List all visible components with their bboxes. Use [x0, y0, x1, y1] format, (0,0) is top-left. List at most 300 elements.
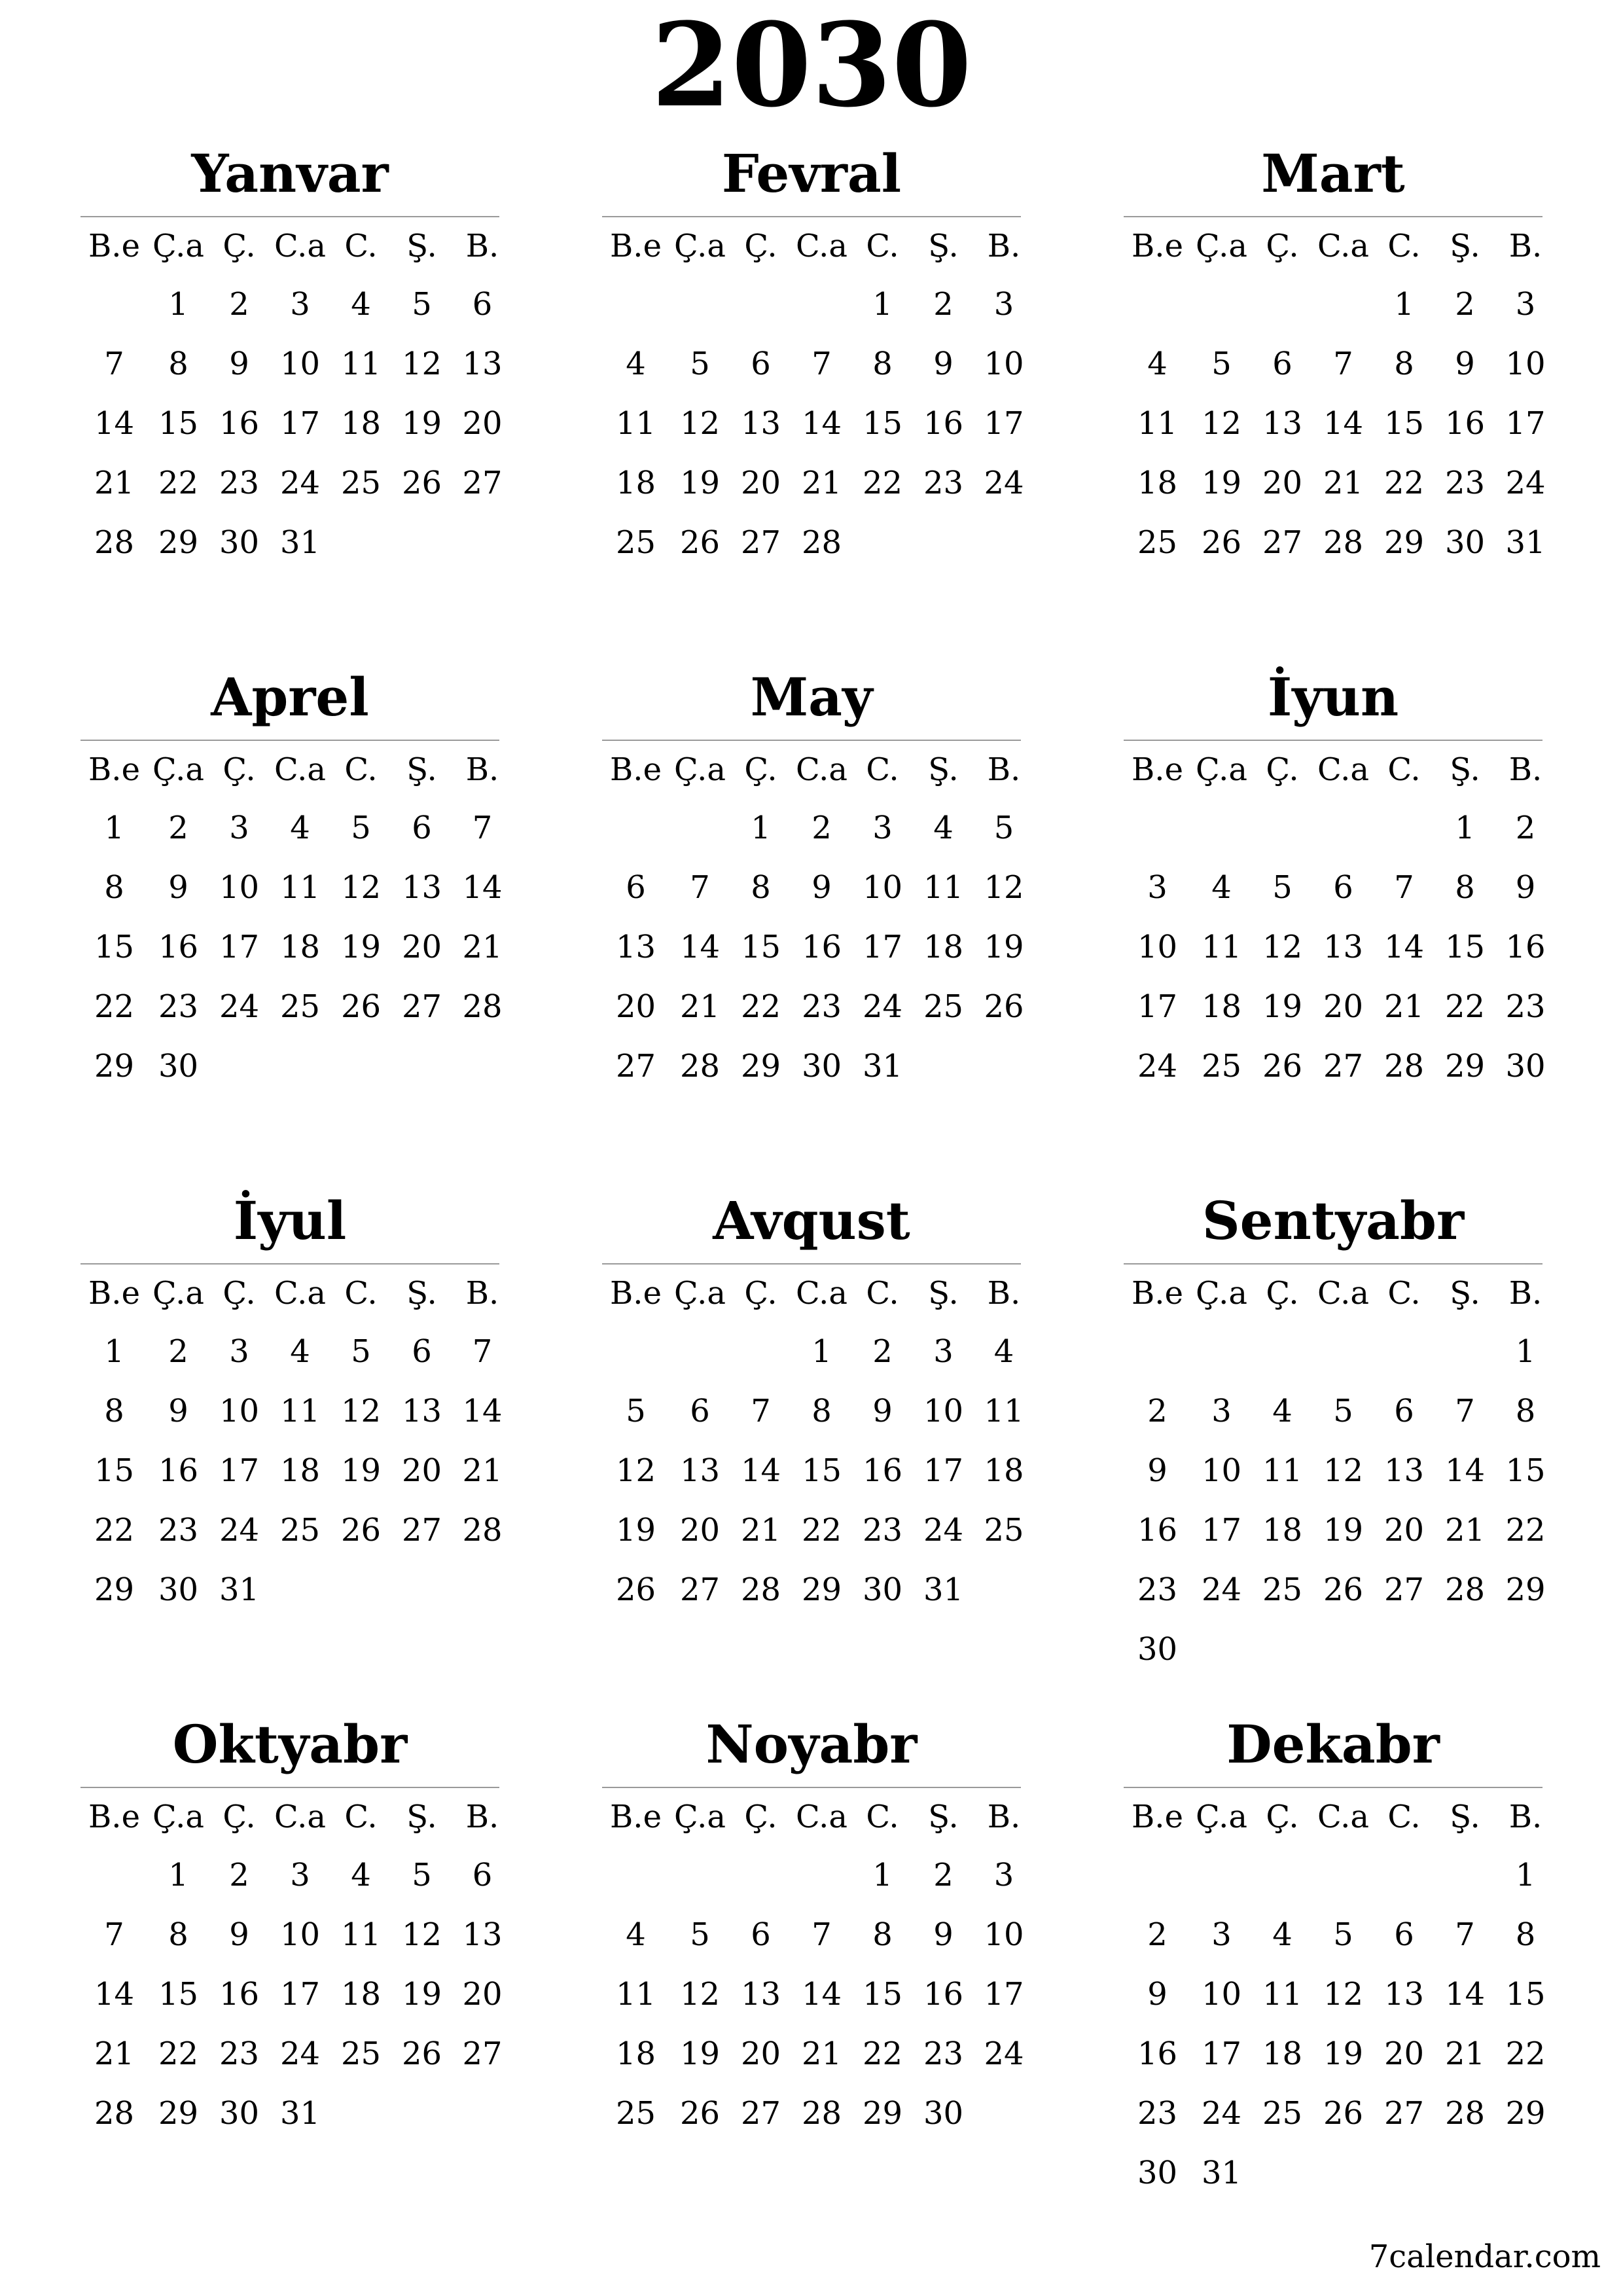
weekday-header	[602, 741, 1021, 798]
day-cell: 22	[158, 465, 199, 501]
day-cell: 25	[340, 2036, 382, 2072]
weekday-label: B.e	[1132, 751, 1183, 788]
day-cell: 2	[933, 286, 954, 323]
weekday-label: Ç.	[223, 228, 256, 264]
day-cell: 26	[401, 465, 442, 501]
day-cell: 18	[1137, 465, 1178, 501]
day-cell: 8	[1515, 1916, 1536, 1953]
day-cell: 17	[1201, 1512, 1242, 1549]
day-cell: 19	[401, 405, 442, 442]
month-block	[602, 1178, 1024, 1620]
day-cell: 10	[219, 1393, 260, 1429]
empty-cell	[602, 798, 669, 858]
day-cell: 26	[340, 1512, 382, 1549]
day-cell: 21	[462, 929, 503, 965]
day-cell: 8	[1394, 346, 1414, 382]
empty-cell	[1313, 275, 1374, 334]
weekday-label: C.	[866, 751, 899, 788]
weekday-label: C.a	[796, 1799, 847, 1835]
weekday-label: C.	[344, 1799, 378, 1835]
weekday-label: Ç.a	[674, 1275, 726, 1312]
month-block	[1124, 131, 1546, 573]
day-cell: 16	[1505, 929, 1546, 965]
day-cell: 26	[401, 2036, 442, 2072]
day-cell: 13	[1383, 1976, 1425, 2013]
day-cell: 24	[923, 1512, 964, 1549]
day-cell: 16	[923, 1976, 964, 2013]
day-cell: 25	[1262, 2095, 1303, 2132]
day-cell: 13	[740, 1976, 781, 2013]
day-cell: 15	[158, 1976, 199, 2013]
day-cell: 9	[168, 869, 188, 906]
day-cell: 1	[812, 1333, 832, 1370]
weekday-header	[602, 217, 1021, 275]
day-cell: 24	[219, 988, 260, 1025]
day-cell: 30	[1137, 2155, 1178, 2191]
day-cell: 20	[401, 929, 442, 965]
day-cell: 7	[1394, 869, 1414, 906]
weekday-header	[1124, 217, 1543, 275]
weekday-label: Ş.	[406, 228, 437, 264]
day-cell: 10	[219, 869, 260, 906]
day-cell: 11	[1262, 1452, 1303, 1489]
day-cell: 1	[1394, 286, 1414, 323]
day-cell: 27	[1323, 1048, 1364, 1085]
day-cell: 10	[923, 1393, 964, 1429]
day-cell: 23	[923, 465, 964, 501]
day-cell: 28	[801, 2095, 842, 2132]
day-cell: 24	[984, 2036, 1024, 2072]
day-cell: 22	[801, 1512, 842, 1549]
day-cell: 8	[104, 869, 124, 906]
day-cell: 8	[168, 1916, 188, 1953]
day-cell: 27	[401, 988, 442, 1025]
day-cell: 23	[1444, 465, 1486, 501]
day-cell: 2	[812, 810, 832, 846]
day-cell: 28	[1444, 1571, 1486, 1608]
day-cell: 10	[279, 346, 321, 382]
empty-cell	[669, 798, 730, 858]
day-cell: 4	[290, 810, 310, 846]
day-cell: 6	[1333, 869, 1353, 906]
weekday-label: Ş.	[406, 1799, 437, 1835]
empty-cell	[1124, 1322, 1191, 1382]
day-cell: 1	[1515, 1333, 1536, 1370]
day-cell: 19	[340, 929, 382, 965]
day-cell: 3	[1211, 1393, 1232, 1429]
month-block	[602, 131, 1024, 573]
day-cell: 22	[94, 1512, 135, 1549]
day-cell: 16	[862, 1452, 903, 1489]
weekday-label: B.	[465, 228, 499, 264]
day-cell: 13	[401, 869, 442, 906]
day-cell: 27	[462, 465, 503, 501]
day-cell: 6	[472, 1857, 493, 1893]
day-cell: 11	[340, 1916, 382, 1953]
day-cell: 28	[94, 2095, 135, 2132]
day-cell: 25	[984, 1512, 1024, 1549]
day-cell: 3	[993, 1857, 1014, 1893]
month-block	[602, 655, 1024, 1096]
day-cell: 10	[279, 1916, 321, 1953]
day-cell: 5	[412, 286, 432, 323]
day-cell: 10	[984, 346, 1024, 382]
month-block	[80, 131, 503, 573]
day-cell: 19	[984, 929, 1024, 965]
weekday-label: Ş.	[928, 228, 959, 264]
day-cell: 15	[1383, 405, 1425, 442]
day-cell: 29	[862, 2095, 903, 2132]
day-cell: 30	[1444, 524, 1486, 561]
day-cell: 25	[1201, 1048, 1242, 1085]
day-cell: 9	[1455, 346, 1475, 382]
day-cell: 10	[1201, 1976, 1242, 2013]
day-cell: 26	[679, 2095, 721, 2132]
day-cell: 11	[1201, 929, 1242, 965]
day-cell: 30	[862, 1571, 903, 1608]
weekday-header	[80, 1265, 499, 1322]
day-cell: 17	[219, 929, 260, 965]
days-grid	[1124, 275, 1546, 573]
weekday-header	[602, 1265, 1021, 1322]
empty-cell	[1313, 798, 1374, 858]
day-cell: 4	[626, 346, 646, 382]
weekday-label: C.	[344, 1275, 378, 1312]
day-cell: 27	[1262, 524, 1303, 561]
day-cell: 23	[158, 1512, 199, 1549]
month-name: Fevral	[721, 143, 902, 204]
day-cell: 21	[462, 1452, 503, 1489]
day-cell: 21	[801, 465, 842, 501]
day-cell: 17	[984, 405, 1024, 442]
day-cell: 3	[1147, 869, 1168, 906]
day-cell: 24	[279, 2036, 321, 2072]
empty-cell	[730, 1846, 791, 1905]
day-cell: 15	[862, 1976, 903, 2013]
day-cell: 6	[1394, 1916, 1414, 1953]
weekday-label: C.a	[274, 1799, 326, 1835]
weekday-label: C.	[1387, 751, 1421, 788]
day-cell: 24	[279, 465, 321, 501]
day-cell: 4	[933, 810, 954, 846]
day-cell: 23	[1137, 1571, 1178, 1608]
day-cell: 14	[679, 929, 721, 965]
day-cell: 30	[219, 524, 260, 561]
month-name: İyun	[1267, 666, 1399, 728]
weekday-label: Ç.a	[674, 1799, 726, 1835]
day-cell: 17	[219, 1452, 260, 1489]
weekday-label: Ç.	[223, 1799, 256, 1835]
day-cell: 11	[1262, 1976, 1303, 2013]
day-cell: 29	[1505, 1571, 1546, 1608]
weekday-label: B.e	[1132, 228, 1183, 264]
month-name: May	[750, 666, 873, 728]
day-cell: 17	[862, 929, 903, 965]
weekday-label: Ç.	[744, 751, 777, 788]
day-cell: 10	[1201, 1452, 1242, 1489]
day-cell: 14	[94, 1976, 135, 2013]
day-cell: 27	[462, 2036, 503, 2072]
day-cell: 17	[923, 1452, 964, 1489]
day-cell: 4	[1272, 1916, 1293, 1953]
day-cell: 8	[751, 869, 771, 906]
day-cell: 3	[1211, 1916, 1232, 1953]
day-cell: 17	[1201, 2036, 1242, 2072]
day-cell: 25	[1262, 1571, 1303, 1608]
days-grid	[602, 275, 1024, 573]
day-cell: 21	[801, 2036, 842, 2072]
day-cell: 14	[462, 869, 503, 906]
weekday-label: B.e	[1132, 1799, 1183, 1835]
day-cell: 1	[168, 1857, 188, 1893]
day-cell: 6	[1272, 346, 1293, 382]
day-cell: 23	[1137, 2095, 1178, 2132]
day-cell: 25	[279, 988, 321, 1025]
day-cell: 28	[1323, 524, 1364, 561]
day-cell: 28	[740, 1571, 781, 1608]
day-cell: 3	[229, 810, 249, 846]
days-grid	[1124, 1846, 1546, 2203]
empty-cell	[1435, 1846, 1495, 1905]
day-cell: 30	[1137, 1631, 1178, 1668]
day-cell: 8	[1515, 1393, 1536, 1429]
day-cell: 5	[1272, 869, 1293, 906]
day-cell: 18	[615, 2036, 656, 2072]
weekday-header	[1124, 741, 1543, 798]
weekday-label: C.	[866, 228, 899, 264]
weekday-label: Ş.	[928, 751, 959, 788]
month-name: Avqust	[713, 1190, 910, 1251]
weekday-label: B.	[1508, 751, 1543, 788]
day-cell: 12	[679, 1976, 721, 2013]
day-cell: 4	[351, 286, 371, 323]
month-name: Mart	[1261, 143, 1405, 204]
empty-cell	[1124, 275, 1191, 334]
day-cell: 5	[690, 1916, 710, 1953]
weekday-label: B.	[987, 751, 1021, 788]
day-cell: 2	[229, 286, 249, 323]
day-cell: 6	[626, 869, 646, 906]
day-cell: 7	[104, 1916, 124, 1953]
day-cell: 1	[1515, 1857, 1536, 1893]
day-cell: 28	[462, 988, 503, 1025]
day-cell: 4	[1211, 869, 1232, 906]
month-name: Noyabr	[705, 1713, 918, 1775]
weekday-label: C.	[1387, 228, 1421, 264]
day-cell: 2	[1515, 810, 1536, 846]
weekday-label: Ş.	[928, 1275, 959, 1312]
weekday-label: C.a	[796, 751, 847, 788]
day-cell: 24	[1201, 2095, 1242, 2132]
day-cell: 15	[1505, 1452, 1546, 1489]
day-cell: 17	[1505, 405, 1546, 442]
day-cell: 7	[751, 1393, 771, 1429]
day-cell: 6	[412, 810, 432, 846]
weekday-label: Ç.a	[152, 228, 204, 264]
day-cell: 21	[94, 2036, 135, 2072]
weekday-label: C.a	[274, 751, 326, 788]
day-cell: 30	[1505, 1048, 1546, 1085]
day-cell: 12	[679, 405, 721, 442]
day-cell: 24	[1137, 1048, 1178, 1085]
day-cell: 14	[801, 405, 842, 442]
weekday-label: Ç.	[744, 228, 777, 264]
day-cell: 5	[1211, 346, 1232, 382]
day-cell: 9	[1515, 869, 1536, 906]
day-cell: 22	[862, 465, 903, 501]
day-cell: 18	[279, 929, 321, 965]
day-cell: 8	[812, 1393, 832, 1429]
day-cell: 16	[801, 929, 842, 965]
day-cell: 4	[290, 1333, 310, 1370]
weekday-label: B.	[1508, 228, 1543, 264]
month-name: Yanvar	[191, 143, 389, 204]
day-cell: 10	[984, 1916, 1024, 1953]
day-cell: 13	[1323, 929, 1364, 965]
month-name: Aprel	[211, 666, 369, 728]
days-grid	[602, 1322, 1024, 1620]
day-cell: 9	[1147, 1976, 1168, 2013]
day-cell: 20	[740, 465, 781, 501]
empty-cell	[1374, 1846, 1435, 1905]
day-cell: 2	[1147, 1393, 1168, 1429]
empty-cell	[1435, 1322, 1495, 1382]
day-cell: 15	[801, 1452, 842, 1489]
day-cell: 29	[94, 1571, 135, 1608]
year-title: 2030	[651, 0, 972, 133]
day-cell: 29	[158, 524, 199, 561]
day-cell: 9	[229, 1916, 249, 1953]
day-cell: 12	[401, 1916, 442, 1953]
day-cell: 16	[158, 929, 199, 965]
day-cell: 22	[1505, 2036, 1546, 2072]
month-name: Dekabr	[1226, 1713, 1440, 1775]
day-cell: 9	[812, 869, 832, 906]
day-cell: 8	[104, 1393, 124, 1429]
day-cell: 1	[872, 286, 893, 323]
day-cell: 5	[690, 346, 710, 382]
site-watermark: 7calendar.com	[1368, 2238, 1601, 2275]
day-cell: 23	[862, 1512, 903, 1549]
weekday-label: Ç.	[1266, 1275, 1299, 1312]
empty-cell	[1124, 1846, 1191, 1905]
month-block	[1124, 1702, 1546, 2203]
day-cell: 7	[1455, 1916, 1475, 1953]
day-cell: 2	[1147, 1916, 1168, 1953]
day-cell: 17	[279, 1976, 321, 2013]
day-cell: 26	[1323, 1571, 1364, 1608]
day-cell: 30	[158, 1048, 199, 1085]
empty-cell	[1191, 798, 1252, 858]
day-cell: 31	[1201, 2155, 1242, 2191]
day-cell: 16	[158, 1452, 199, 1489]
weekday-label: Ç.	[223, 751, 256, 788]
day-cell: 22	[862, 2036, 903, 2072]
empty-cell	[669, 1322, 730, 1382]
day-cell: 23	[219, 465, 260, 501]
day-cell: 6	[751, 346, 771, 382]
day-cell: 7	[1333, 346, 1353, 382]
day-cell: 20	[462, 1976, 503, 2013]
day-cell: 25	[1137, 524, 1178, 561]
day-cell: 23	[923, 2036, 964, 2072]
day-cell: 4	[993, 1333, 1014, 1370]
weekday-label: B.e	[88, 228, 140, 264]
day-cell: 18	[984, 1452, 1024, 1489]
day-cell: 12	[1201, 405, 1242, 442]
day-cell: 1	[872, 1857, 893, 1893]
day-cell: 4	[351, 1857, 371, 1893]
weekday-label: Ç.a	[1196, 751, 1247, 788]
empty-cell	[1252, 275, 1313, 334]
day-cell: 9	[872, 1393, 893, 1429]
day-cell: 9	[1147, 1452, 1168, 1489]
day-cell: 23	[219, 2036, 260, 2072]
weekday-label: C.	[344, 228, 378, 264]
weekday-label: Ç.	[744, 1275, 777, 1312]
weekday-label: C.a	[1317, 751, 1369, 788]
day-cell: 11	[279, 1393, 321, 1429]
month-block	[1124, 655, 1546, 1096]
month-block	[80, 1702, 503, 2144]
day-cell: 31	[279, 524, 321, 561]
weekday-label: C.a	[274, 228, 326, 264]
empty-cell	[669, 1846, 730, 1905]
weekday-label: Ş.	[1450, 228, 1480, 264]
day-cell: 7	[812, 346, 832, 382]
day-cell: 19	[1201, 465, 1242, 501]
day-cell: 12	[340, 869, 382, 906]
day-cell: 17	[984, 1976, 1024, 2013]
weekday-label: B.e	[88, 751, 140, 788]
day-cell: 3	[993, 286, 1014, 323]
weekday-header	[80, 217, 499, 275]
day-cell: 30	[158, 1571, 199, 1608]
weekday-header	[80, 741, 499, 798]
weekday-label: Ç.a	[152, 1275, 204, 1312]
day-cell: 25	[615, 2095, 656, 2132]
day-cell: 15	[862, 405, 903, 442]
weekday-label: C.a	[796, 228, 847, 264]
day-cell: 15	[1444, 929, 1486, 965]
day-cell: 31	[219, 1571, 260, 1608]
weekday-label: Ç.	[1266, 751, 1299, 788]
day-cell: 13	[1383, 1452, 1425, 1489]
days-grid	[602, 798, 1024, 1096]
day-cell: 29	[158, 2095, 199, 2132]
day-cell: 29	[1505, 2095, 1546, 2132]
day-cell: 31	[279, 2095, 321, 2132]
day-cell: 31	[1505, 524, 1546, 561]
day-cell: 19	[1323, 2036, 1364, 2072]
day-cell: 28	[1444, 2095, 1486, 2132]
weekday-label: C.	[1387, 1799, 1421, 1835]
empty-cell	[80, 275, 148, 334]
weekday-label: Ç.a	[1196, 1275, 1247, 1312]
weekday-label: B.	[987, 1799, 1021, 1835]
day-cell: 5	[993, 810, 1014, 846]
day-cell: 19	[679, 2036, 721, 2072]
month-name: İyul	[233, 1190, 347, 1251]
day-cell: 17	[279, 405, 321, 442]
day-cell: 1	[168, 286, 188, 323]
weekday-header	[80, 1788, 499, 1846]
day-cell: 13	[462, 346, 503, 382]
day-cell: 26	[340, 988, 382, 1025]
days-grid	[80, 1846, 503, 2144]
day-cell: 14	[801, 1976, 842, 2013]
day-cell: 12	[1262, 929, 1303, 965]
